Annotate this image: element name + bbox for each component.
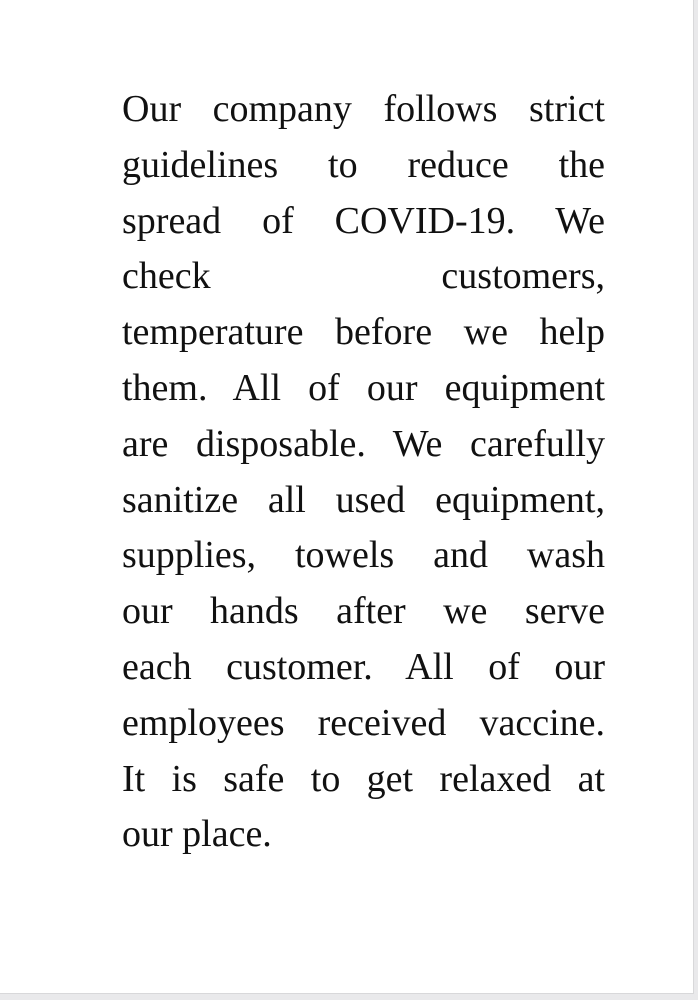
notice-line-10: our hands after we serve bbox=[122, 590, 605, 633]
notice-line-4: check customers, bbox=[122, 255, 605, 298]
notice-line-5: temperature before we help bbox=[122, 311, 605, 354]
notice-line-6: them. All of our equipment bbox=[122, 366, 605, 409]
notice-line-1: Our company follows strict bbox=[122, 88, 605, 130]
notice-line-13: It is safe to get relaxed at bbox=[122, 757, 605, 800]
notice-line-7: are disposable. We carefully bbox=[122, 422, 605, 465]
notice-line-14: our place. bbox=[122, 813, 272, 856]
notice-line-2: guidelines to reduce the bbox=[122, 143, 605, 186]
notice-line-3: spread of COVID-19. We bbox=[122, 199, 605, 242]
covid-safety-notice bbox=[122, 82, 605, 863]
notice-line-8: sanitize all used equipment, bbox=[122, 478, 605, 521]
notice-line-9: supplies, towels and wash bbox=[122, 534, 605, 577]
notice-line-12: employees received vaccine. bbox=[122, 701, 605, 744]
notice-line-11: each customer. All of our bbox=[122, 645, 605, 688]
